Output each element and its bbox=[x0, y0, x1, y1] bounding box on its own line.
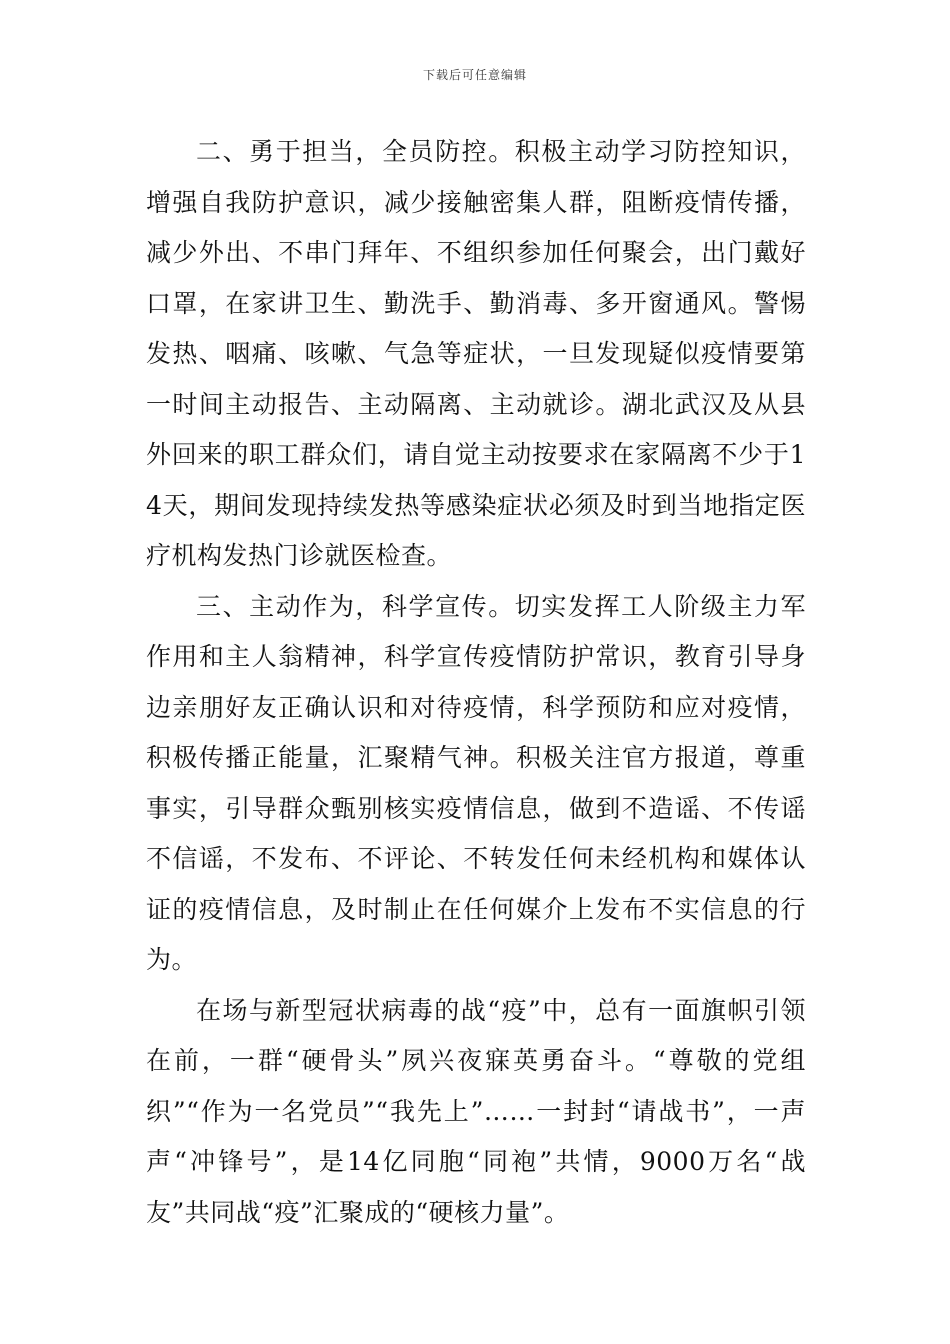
page-header: 下载后可任意编辑 bbox=[422, 68, 527, 82]
paragraph-section-three: 三、主动作为，科学宣传。切实发挥工人阶级主力军作用和主人翁精神，科学宣传疫情防护常识，教育引导身边亲朋好友正确认识和对待疫情，科学预防和应对疫情，积极传播正能量，汇聚精气神。积极关注官方报道，尊重事实，引导群众甄别核实疫情信息，做到不造谣、不传谣不信谣，不发布、不评论、不转发任何未经机构和媒体认证的疫情信息，及时制止在任何媒介上发布不实信息的行为。 bbox=[146, 591, 806, 974]
document-body bbox=[146, 127, 806, 1238]
paragraph-section-two: 二、勇于担当，全员防控。积极主动学习防控知识，增强自我防护意识，减少接触密集人群，阻断疫情传播，减少外出、不串门拜年、不组织参加任何聚会，出门戴好口罩，在家讲卫生、勤洗手、勤消毒、多开窗通风。警惕发热、咽痛、咳嗽、气急等症状，一旦发现疑似疫情要第一时间主动报告、主动隔离、主动就诊。湖北武汉及从县外回来的职工群众们，请自觉主动按要求在家隔离不少于14天，期间发现持续发热等感染症状必须及时到当地指定医疗机构发热门诊就医检查。 bbox=[146, 137, 806, 570]
paragraph-closing: 在场与新型冠状病毒的战“疫”中，总有一面旗帜引领在前，一群“硬骨头”夙兴夜寐英勇奋斗。“尊敬的党组织”“作为一名党员”“我先上”……一封封“请战书”，一声声“冲锋号”，是14亿同胞“同袍”共情，9000万名“战友”共同战“疫”汇聚成的“硬核力量”。 bbox=[146, 995, 806, 1227]
